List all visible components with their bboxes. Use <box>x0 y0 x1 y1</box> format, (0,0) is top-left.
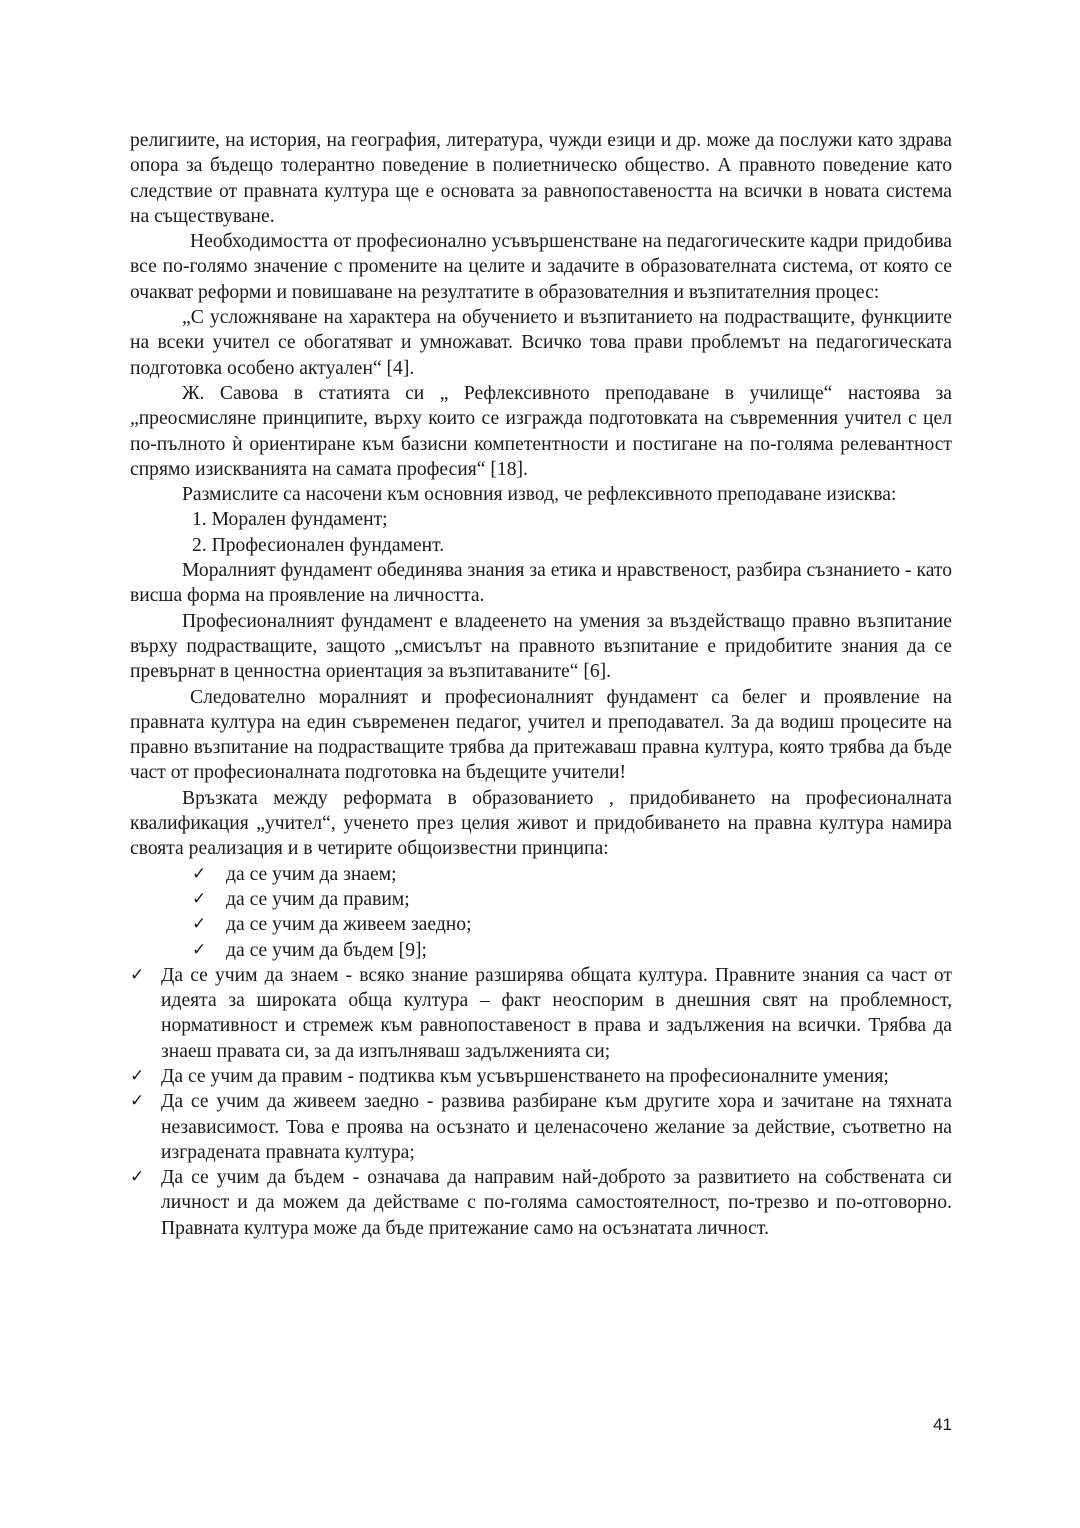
list-item <box>192 887 952 912</box>
list-item <box>192 862 952 887</box>
list-item-text: Да се учим да живеем заедно - развива разбиране към другите хора и зачитане на тяхната независимост. Това е проява на осъзнато и целенасочено желание за действие, съответно на изградената правната култура; <box>161 1091 952 1163</box>
list-item-text: да се учим да знаем; <box>226 863 397 885</box>
list-item <box>130 963 952 1064</box>
checkmark-icon: ✓ <box>192 939 207 960</box>
list-item <box>130 1089 952 1165</box>
list-item: 1. Морален фундамент; <box>192 509 388 531</box>
list-item-text: Да се учим да бъдем - означава да направим най-доброто за развитието на собствената си личност и да можем да действаме с по-голяма самостоятелност, по-трезво и по-отговорно. Правната култура може да бъде притежание само на осъзнатата личност. <box>161 1167 952 1239</box>
checkmark-icon: ✓ <box>192 863 207 884</box>
list-item-text: да се учим да живеем заедно; <box>226 914 472 936</box>
paragraph: Размислите са насочени към основния извод, че рефлексивното преподаване изисква: <box>182 484 897 506</box>
numbered-list <box>130 507 952 558</box>
list-item <box>130 1165 952 1241</box>
checkmark-icon: ✓ <box>130 1091 145 1112</box>
list-item-text: Да се учим да правим - подтиква към усъвършенстването на професионалните умения; <box>161 1065 889 1087</box>
quote-paragraph: „С усложняване на характера на обучението и възпитанието на подрастващите, функциите на всеки учител се обогатяват и умножават. Всичко това прави проблемът на педагогическата подготовка особено актуален“ [4]. <box>130 307 952 379</box>
paragraph: Професионалният фундамент е владеенето на умения за въздействащо правно възпитание върху подрастващите, защото „смисълът на правното възпитание е придобитите знания да се превърнат в ценностна ориентация за възпитаваните“ [6]. <box>130 610 952 683</box>
paragraph: Моралният фундамент обединява знания за етика и нравственост, разбира съзнанието - като висша форма на проявление на личността. <box>130 560 952 607</box>
paragraph: Следователно моралният и професионалният фундамент са белег и проявление на правната култура на един съвременен педагог, учител и преподавател. За да водиш процесите на правно възпитание на подрастващите трябва да притежаваш правна култура, която трябва да бъде част от професионалната подготовка на бъдещите учители! <box>130 686 952 784</box>
paragraph: Необходимостта от професионално усъвършенстване на педагогическите кадри придобива все по-голямо значение с промените на целите и задачите в образователната система, от която се очакват реформи и повишаване на резултатите в образователния и възпитателния процес: <box>130 231 952 303</box>
paragraph: религиите, на история, на география, литература, чужди езици и др. може да послужи като здрава опора за бъдещо толерантно поведение в полиетническо общество. А правното поведение като следствие от правната култура ще е основата за равнопоставеността на всички в новата система на съществуване. <box>130 130 952 227</box>
checkmark-icon: ✓ <box>130 1065 145 1086</box>
principles-list <box>130 862 952 963</box>
paragraph: Ж. Савова в статията си „ Рефлексивното преподаване в училище“ настоява за „преосмисляне принципите, върху които се изгражда подготовката на съвременния учител с цел по-пълното ѝ ориентиране към базисни компетентности и постигане на по-голяма релевантност спрямо изискванията на самата професия“ [18]. <box>130 382 952 480</box>
list-item <box>130 1064 952 1089</box>
checkmark-icon: ✓ <box>192 914 207 935</box>
principles-explanation-list <box>130 963 952 1241</box>
checkmark-icon: ✓ <box>130 964 145 985</box>
document-page <box>130 128 952 1241</box>
page-number: 41 <box>933 1415 952 1434</box>
paragraph: Връзката между реформата в образованието , придобиването на професионалната квалификация „учител“, ученето през целия живот и придобиването на правна култура намира своята реализация и в четирите общоизвестни принципа: <box>130 787 952 860</box>
list-item-text: Да се учим да знаем - всяко знание разширява общата култура. Правните знания са част от идеята за широката обща култура – факт неоспорим в днешния свят на проблемност, нормативност и стремеж към равнопоставеност в права и задължения на всички. Трябва да знаеш правата си, за да изпълняваш задълженията си; <box>161 964 952 1062</box>
list-item <box>192 912 952 937</box>
list-item: 2. Професионален фундамент. <box>192 534 445 556</box>
list-item <box>192 938 952 963</box>
checkmark-icon: ✓ <box>130 1167 145 1188</box>
list-item-text: да се учим да правим; <box>226 888 410 910</box>
checkmark-icon: ✓ <box>192 888 207 909</box>
list-item-text: да се учим да бъдем [9]; <box>226 939 427 961</box>
